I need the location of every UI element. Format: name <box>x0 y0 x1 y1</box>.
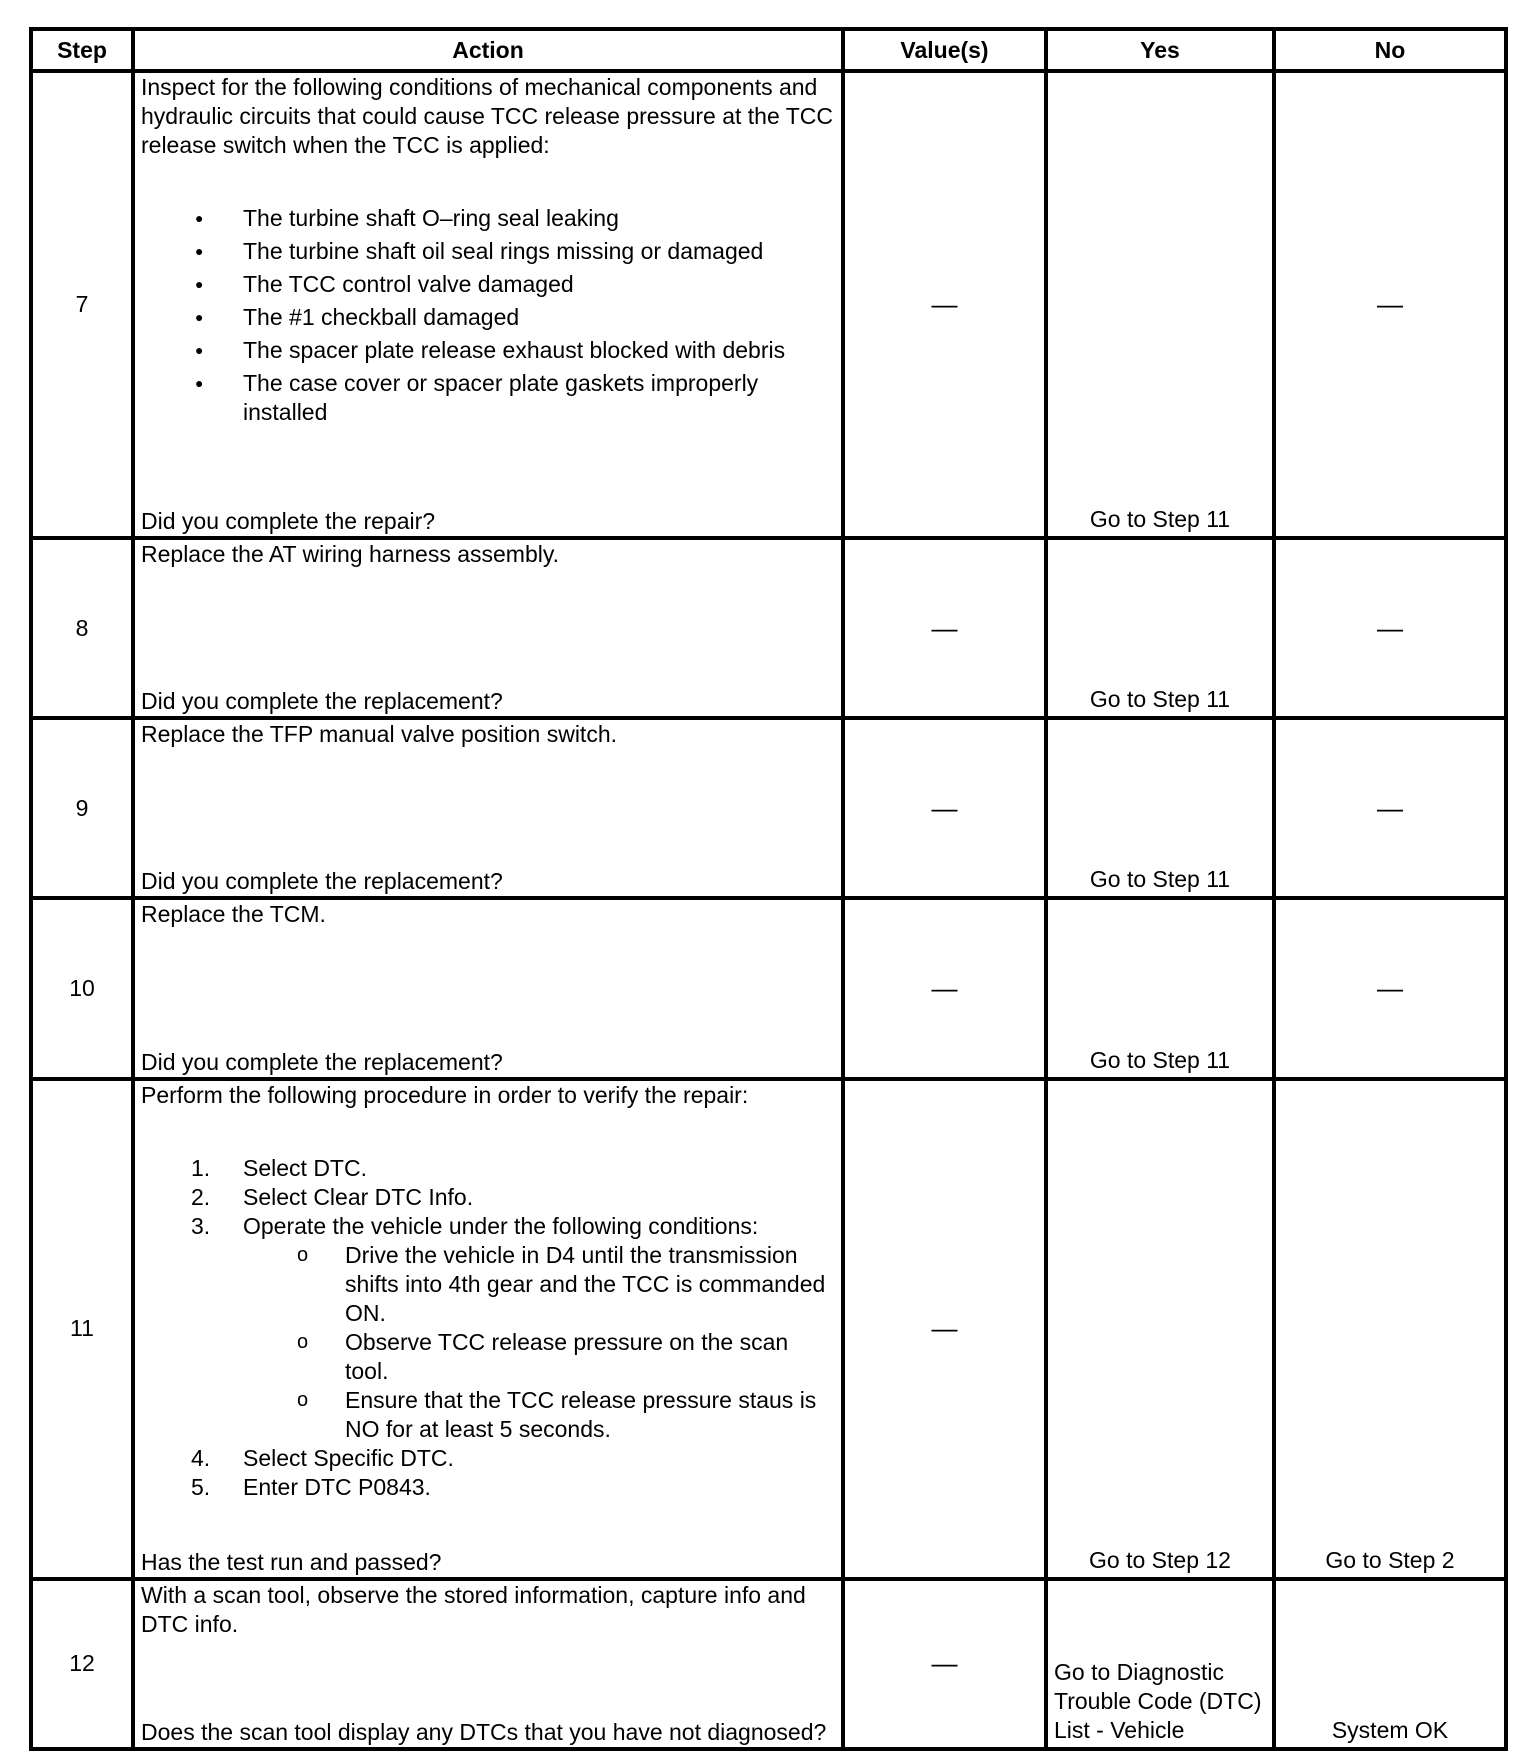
item-number: 3. <box>191 1212 211 1239</box>
list-item: ● The spacer plate release exhaust blocked with debris <box>243 336 835 365</box>
no-cell: Go to Step 2 <box>1274 1079 1506 1579</box>
item-number: 2. <box>191 1183 211 1210</box>
list-item: ● The case cover or spacer plate gaskets improperly installed <box>243 369 835 427</box>
table-row <box>31 538 1506 718</box>
action-intro: Replace the AT wiring harness assembly. <box>141 541 560 568</box>
list-item <box>191 1212 835 1444</box>
sub-list <box>243 1241 835 1444</box>
yes-cell: Go to Step 12 <box>1046 1079 1274 1579</box>
action-cell <box>133 1079 843 1579</box>
yes-cell: Go to Step 11 <box>1046 898 1274 1078</box>
value-cell: — <box>843 1079 1046 1579</box>
action-cell <box>133 71 843 538</box>
action-intro: Replace the TFP manual valve position switch. <box>141 721 618 748</box>
no-cell: — <box>1274 71 1506 538</box>
item-text: Select DTC. <box>243 1154 367 1181</box>
header-no: No <box>1274 29 1506 71</box>
action-question: Has the test run and passed? <box>141 1548 442 1575</box>
action-question: Did you complete the repair? <box>141 508 436 535</box>
action-question: Did you complete the replacement? <box>141 868 503 895</box>
value-cell: — <box>843 538 1046 718</box>
list-item: ● The turbine shaft oil seal rings missing or damaged <box>243 237 835 266</box>
item-text: Select Clear DTC Info. <box>243 1183 474 1210</box>
value-cell: — <box>843 718 1046 898</box>
item-text: Select Specific DTC. <box>243 1444 454 1471</box>
action-cell <box>133 538 843 718</box>
action-cell <box>133 898 843 1078</box>
table-row <box>31 1079 1506 1579</box>
step-number: 9 <box>31 718 133 898</box>
item-text: Enter DTC P0843. <box>243 1473 431 1500</box>
sub-list-item: o Ensure that the TCC release pressure staus is NO for at least 5 seconds. <box>345 1386 835 1444</box>
action-intro: Replace the TCM. <box>141 901 326 928</box>
yes-cell: Go to Step 11 <box>1046 538 1274 718</box>
list-item: ● The TCC control valve damaged <box>243 270 835 299</box>
step-number: 7 <box>31 71 133 538</box>
no-cell: System OK <box>1274 1579 1506 1749</box>
action-intro: Inspect for the following conditions of mechanical components and hydraulic circuits that could cause TCC release pressure at the TCC release switch when the TCC is applied: <box>141 74 834 158</box>
header-row <box>31 29 1506 71</box>
header-values: Value(s) <box>843 29 1046 71</box>
table-row <box>31 71 1506 538</box>
table-row <box>31 718 1506 898</box>
no-cell: — <box>1274 718 1506 898</box>
procedure-list <box>141 1154 835 1502</box>
step-number: 11 <box>31 1079 133 1579</box>
action-intro: With a scan tool, observe the stored information, capture info and DTC info. <box>141 1581 806 1637</box>
list-item <box>191 1154 835 1183</box>
item-text: Operate the vehicle under the following conditions: <box>243 1212 759 1239</box>
step-number: 8 <box>31 538 133 718</box>
no-cell: — <box>1274 898 1506 1078</box>
step-number: 10 <box>31 898 133 1078</box>
yes-cell: Go to Step 11 <box>1046 718 1274 898</box>
step-number: 12 <box>31 1579 133 1749</box>
list-item <box>191 1183 835 1212</box>
list-item: ● The turbine shaft O–ring seal leaking <box>243 204 835 233</box>
value-cell: — <box>843 71 1046 538</box>
sub-list-item: o Drive the vehicle in D4 until the transmission shifts into 4th gear and the TCC is commanded ON. <box>345 1241 835 1328</box>
value-cell: — <box>843 1579 1046 1749</box>
diagnostic-table <box>29 27 1508 1751</box>
item-number: 4. <box>191 1444 211 1471</box>
list-item <box>191 1444 835 1473</box>
sub-list-item: o Observe TCC release pressure on the scan tool. <box>345 1328 835 1386</box>
list-item: ● The #1 checkball damaged <box>243 303 835 332</box>
table-row <box>31 898 1506 1078</box>
no-cell: — <box>1274 538 1506 718</box>
yes-cell: Go to Diagnostic Trouble Code (DTC) List - Vehicle <box>1046 1579 1274 1749</box>
header-yes: Yes <box>1046 29 1274 71</box>
action-intro: Perform the following procedure in order to verify the repair: <box>141 1081 749 1108</box>
action-cell <box>133 1579 843 1749</box>
header-action: Action <box>133 29 843 71</box>
condition-list <box>141 204 835 431</box>
item-number: 5. <box>191 1473 211 1500</box>
table-row <box>31 1579 1506 1749</box>
action-question: Does the scan tool display any DTCs that you have not diagnosed? <box>141 1719 827 1745</box>
item-number: 1. <box>191 1154 211 1181</box>
list-item <box>191 1473 835 1502</box>
yes-cell: Go to Step 11 <box>1046 71 1274 538</box>
action-question: Did you complete the replacement? <box>141 688 503 715</box>
value-cell: — <box>843 898 1046 1078</box>
header-step: Step <box>31 29 133 71</box>
action-cell <box>133 718 843 898</box>
action-question: Did you complete the replacement? <box>141 1048 503 1075</box>
